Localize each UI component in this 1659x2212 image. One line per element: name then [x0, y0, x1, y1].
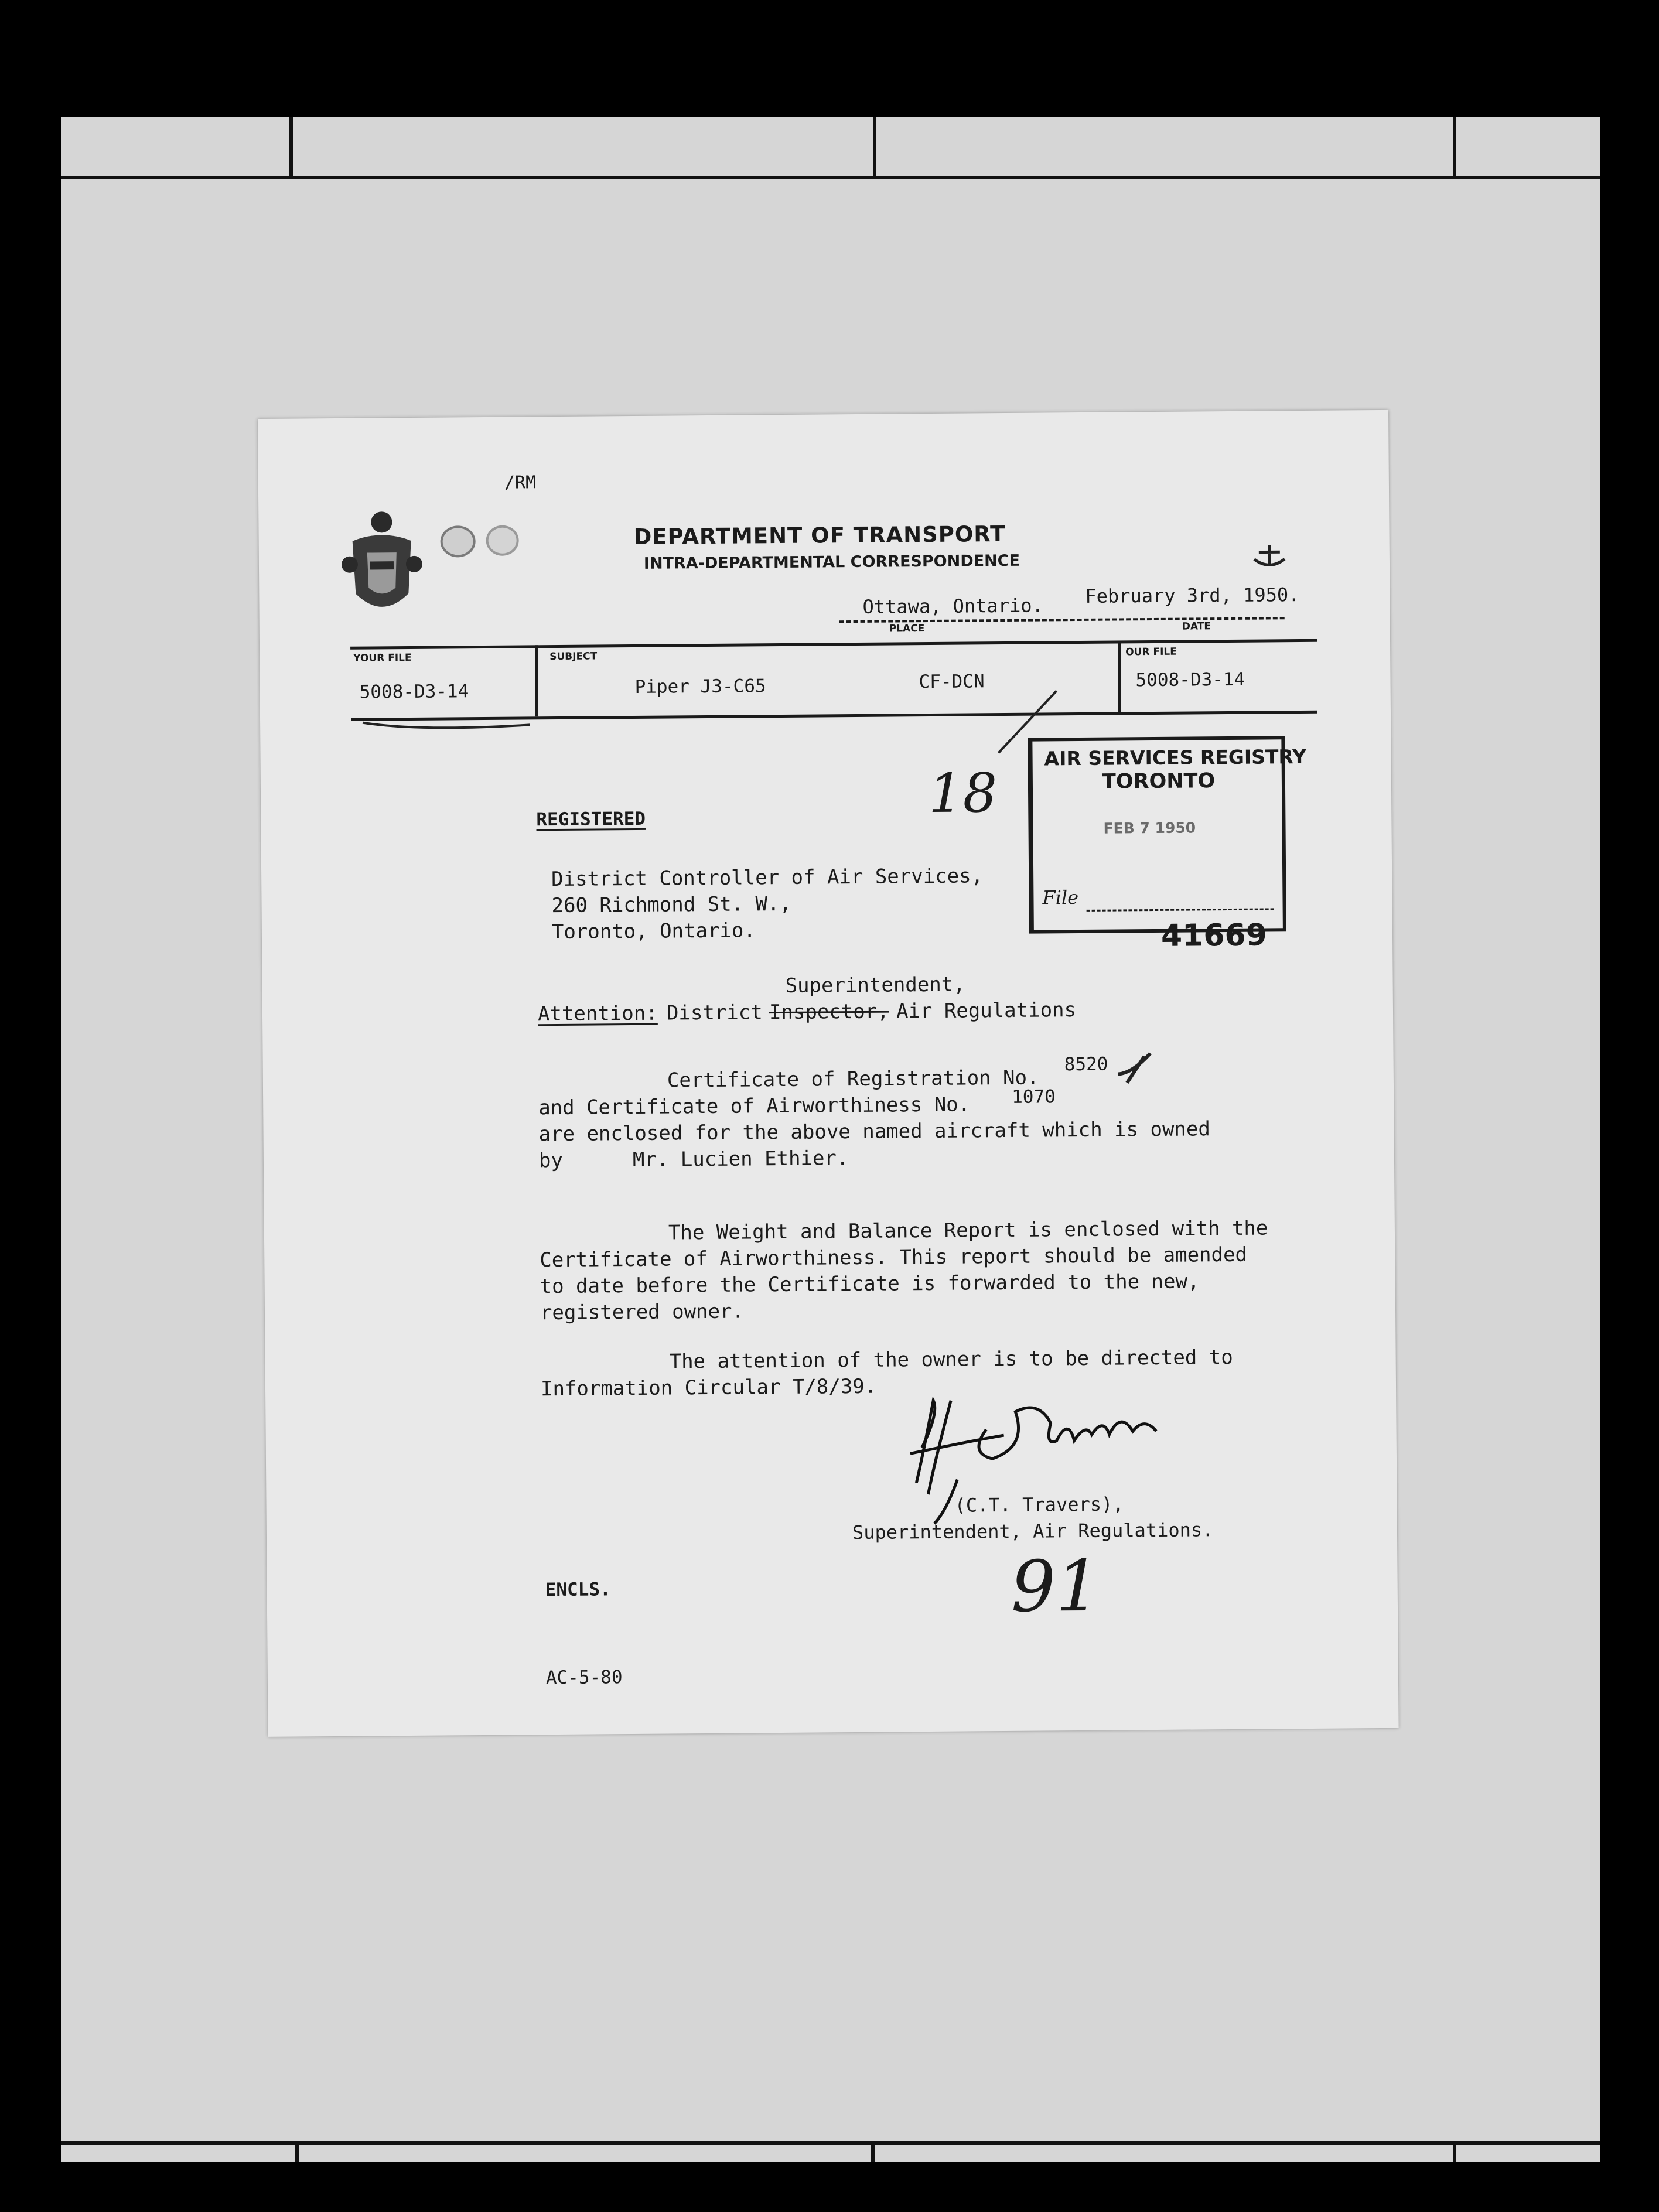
registration-number: 8520 — [1064, 1053, 1108, 1076]
registry-stamp — [1028, 736, 1307, 933]
para2-line-4: registered owner. — [540, 1299, 745, 1325]
enclosures-label: ENCLS. — [545, 1579, 611, 1601]
registry-number: 41669 — [1160, 917, 1268, 954]
frame-tick — [871, 2141, 875, 2162]
handwritten-number: 18 — [928, 762, 998, 825]
attention-prefix: District — [666, 1001, 763, 1025]
department-title: DEPARTMENT OF TRANSPORT — [633, 521, 1006, 549]
pen-underline-mark — [360, 715, 535, 734]
your-file-label: YOUR FILE — [353, 651, 412, 664]
stamp-file-label: File — [1042, 886, 1079, 909]
subject-label: SUBJECT — [549, 650, 598, 663]
registered-heading: REGISTERED — [536, 808, 646, 831]
file-bar-divider — [1118, 640, 1121, 712]
place-label: PLACE — [889, 623, 925, 635]
your-file-value: 5008-D3-14 — [359, 681, 469, 703]
address-line-3: Toronto, Ontario. — [551, 919, 756, 944]
memo-document — [258, 410, 1399, 1737]
date-value: February 3rd, 1950. — [1085, 583, 1300, 607]
file-bar-divider — [535, 645, 538, 716]
stamp-line-1: AIR SERVICES REGISTRY — [1044, 745, 1307, 770]
para3-line-1: The attention of the owner is to be directed to — [669, 1345, 1233, 1374]
frame-tick — [873, 117, 876, 179]
para1-by: by — [538, 1148, 564, 1173]
initials: /RM — [504, 472, 537, 493]
stamp-date: FEB 7 1950 — [1103, 819, 1196, 837]
frame-tick — [295, 2141, 299, 2162]
correspondence-subtitle: INTRA-DEPARTMENTAL CORRESPONDENCE — [643, 551, 1020, 573]
anchor-icon — [1246, 542, 1293, 569]
date-label: DATE — [1182, 620, 1211, 633]
attention-insert: Superintendent, — [785, 972, 965, 998]
address-line-1: District Controller of Air Services, — [551, 864, 984, 892]
frame-bottom-rule — [61, 2141, 1600, 2145]
para2-line-1: The Weight and Balance Report is enclosed with the — [668, 1216, 1268, 1245]
para1-line-2: and Certificate of Airworthiness No. — [538, 1093, 971, 1120]
coat-of-arms-icon — [337, 506, 426, 623]
signatory-name: (C.T. Travers), — [954, 1493, 1124, 1517]
stamp-line-2: TORONTO — [1101, 769, 1216, 794]
para1-line-1: Certificate of Registration No. — [667, 1066, 1039, 1093]
frame-tick — [1453, 117, 1456, 179]
subject-registration: CF-DCN — [919, 671, 985, 693]
signatory-title: Superintendent, Air Regulations. — [852, 1518, 1214, 1544]
place-value: Ottawa, Ontario. — [862, 594, 1043, 618]
place-date-line — [839, 617, 1285, 623]
frame-tick — [289, 117, 293, 179]
attention-struck-word: Inspector, — [769, 999, 889, 1025]
folio-number: 91 — [1011, 1545, 1101, 1628]
our-file-label: OUR FILE — [1125, 646, 1177, 658]
our-file-value: 5008-D3-14 — [1135, 668, 1245, 691]
attention-suffix: Air Regulations — [896, 998, 1077, 1023]
checkmark-icon — [1115, 1050, 1156, 1086]
owner-name: Mr. Lucien Ethier. — [632, 1146, 849, 1172]
para1-line-3: are enclosed for the above named aircraft which is owned — [538, 1117, 1211, 1146]
punch-hole — [486, 525, 518, 556]
para2-line-3: to date before the Certificate is forwarded to the new, — [540, 1269, 1200, 1299]
subject-aircraft: Piper J3-C65 — [634, 675, 766, 698]
punch-hole — [440, 525, 475, 557]
address-line-2: 260 Richmond St. W., — [551, 892, 792, 918]
form-number: AC-5-80 — [545, 1667, 623, 1689]
para2-line-2: Certificate of Airworthiness. This report should be amended — [540, 1242, 1248, 1272]
frame-tick — [1453, 2141, 1456, 2162]
stamp-file-line — [1087, 908, 1274, 912]
airworthiness-number: 1070 — [1011, 1086, 1056, 1108]
attention-label: Attention: — [537, 1001, 658, 1026]
para3-line-2: Information Circular T/8/39. — [540, 1374, 877, 1401]
